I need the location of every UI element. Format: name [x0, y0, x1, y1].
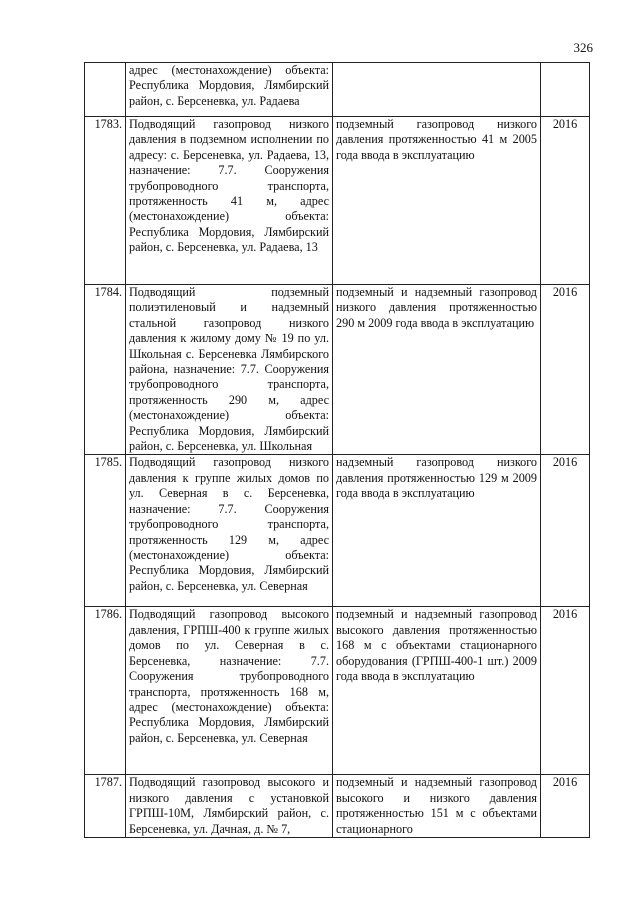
row-number-cell: 1787. — [85, 775, 126, 838]
year-cell: 2016 — [541, 117, 590, 285]
object-description-cell: подземный и надземный газопровод высокого давления протяженностью 168 м с объектами стационарного оборудования (ГРПШ-400-1 шт.) 2009 года ввода в эксплуатацию — [333, 607, 541, 775]
object-name-cell: Подводящий газопровод низкого давления к группе жилых домов по ул. Северная в с. Берсеневка, назначение: 7.7. Сооружения трубопроводного транспорта, протяженность 129 м, адрес (местонахождение) объекта: Республика Мордовия, Лямбирский район, с. Берсеневка, ул. Северная — [126, 455, 333, 607]
object-name-cell: адрес (местонахождение) объекта: Республика Мордовия, Лямбирский район, с. Берсеневка, ул. Радаева — [126, 63, 333, 117]
table-row — [85, 607, 590, 775]
property-registry-table — [84, 62, 590, 838]
table-row — [85, 455, 590, 607]
object-description-cell: подземный и надземный газопровод высокого и низкого давления протяженностью 151 м с объектами стационарного — [333, 775, 541, 838]
table-row — [85, 775, 590, 838]
row-number-cell: 1784. — [85, 285, 126, 455]
year-cell — [541, 63, 590, 117]
object-description-cell: подземный и надземный газопровод низкого давления протяженностью 290 м 2009 года ввода в эксплуатацию — [333, 285, 541, 455]
table-row — [85, 285, 590, 455]
year-cell: 2016 — [541, 285, 590, 455]
table-row — [85, 117, 590, 285]
object-name-cell: Подводящий подземный полиэтиленовый и надземный стальной газопровод низкого давления к жилому дому № 19 по ул. Школьная с. Берсеневка Лямбирского района, назначение: 7.7. Сооружения трубопроводного транспорта, протяженность 290 м, адрес (местонахождение) объекта: Республика Мордовия, Лямбирский район, с. Берсеневка, ул. Школьная — [126, 285, 333, 455]
object-name-cell: Подводящий газопровод низкого давления в подземном исполнении по адресу: с. Берсеневка, ул. Радаева, 13, назначение: 7.7. Сооружения трубопроводного транспорта, протяженность 41 м, адрес (местонахождение) объекта: Республика Мордовия, Лямбирский район, с. Берсеневка, ул. Радаева, 13 — [126, 117, 333, 285]
object-name-cell: Подводящий газопровод высокого давления, ГРПШ-400 к группе жилых домов по ул. Северная в с. Берсеневка, назначение: 7.7. Сооружения трубопроводного транспорта, протяженность 168 м, адрес (местонахождение) объекта: Республика Мордовия, Лямбирский район, с. Берсеневка, ул. Северная — [126, 607, 333, 775]
row-number-cell: 1783. — [85, 117, 126, 285]
year-cell: 2016 — [541, 607, 590, 775]
table-row — [85, 63, 590, 117]
row-number-cell: 1785. — [85, 455, 126, 607]
object-description-cell: надземный газопровод низкого давления протяженностью 129 м 2009 года ввода в эксплуатацию — [333, 455, 541, 607]
year-cell: 2016 — [541, 775, 590, 838]
row-number-cell — [85, 63, 126, 117]
page-number: 326 — [573, 40, 593, 55]
row-number-cell: 1786. — [85, 607, 126, 775]
object-description-cell: подземный газопровод низкого давления протяженностью 41 м 2005 года ввода в эксплуатацию — [333, 117, 541, 285]
year-cell: 2016 — [541, 455, 590, 607]
object-description-cell — [333, 63, 541, 117]
object-name-cell: Подводящий газопровод высокого и низкого давления с установкой ГРПШ-10М, Лямбирский район, с. Берсеневка, ул. Дачная, д. № 7, — [126, 775, 333, 838]
